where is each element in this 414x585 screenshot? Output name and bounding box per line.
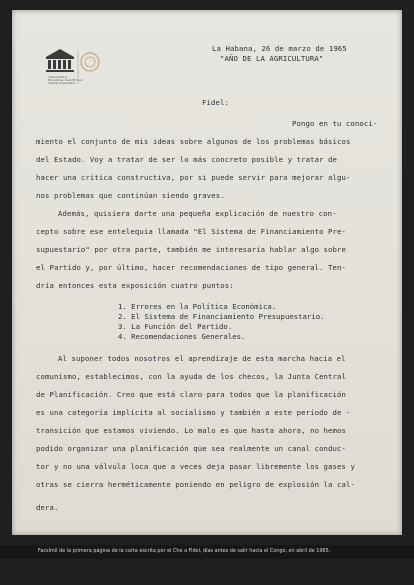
paragraph3-line: podido organizar una planificación que sea realmente un canal conduc- — [36, 444, 347, 453]
paragraph1-line: nos problemas que continúan siendo graves. — [36, 191, 225, 200]
paragraph3-line: de Planificación. Creo que está claro para todos que la planificación — [36, 390, 347, 399]
point-item: 1. Errores en la Política Económica. — [118, 302, 277, 311]
paragraph3-line: transición que estamos viviendo. Lo malo es que hasta ahora, no hemos — [36, 426, 347, 435]
logo-text-line-3: Cultural Organization — [48, 82, 76, 85]
paragraph1-line: Pongo en tu conoci- — [292, 119, 378, 128]
paragraph3-line: comunismo, establecimos, con la ayuda de los checos, la Junta Central — [36, 372, 347, 381]
image-caption: Facsímil de la primera página de la carta escrita por el Che a Fidel, días antes de salir hacia el Congo, en abril de 1965. — [38, 548, 331, 554]
paragraph3-line: es una categoría implícita al socialismo y también a este período de - — [36, 408, 351, 417]
point-item: 3. La Función del Partido. — [118, 322, 233, 331]
paragraph3-line: Al suponer todos nosotros el aprendizaje de esta marcha hacia el — [58, 354, 346, 363]
unesco-logo — [42, 46, 112, 90]
place-date: La Habana, 26 de marzo de 1965 — [212, 44, 347, 53]
point-item: 2. El Sistema de Financiamiento Presupuestario. — [118, 312, 325, 321]
logo-text-line-2: Educational, Scientific and — [48, 79, 83, 82]
paragraph2-line: dría entonces esta exposición cuatro puntos: — [36, 281, 234, 290]
point-item: 4. Recomendaciones Generales. — [118, 332, 246, 341]
logo-text-line-1: United Nations — [48, 76, 68, 79]
paragraph3-line: dera. — [36, 503, 59, 512]
paragraph2-line: el Partido y, por último, hacer recomendaciones de tipo general. Ten- — [36, 263, 347, 272]
paragraph2-line: Además, quisiera darte una pequeña explicación de nuestro con- — [58, 209, 337, 218]
year-motto: "AÑO DE LA AGRICULTURA" — [220, 54, 324, 63]
paragraph1-line: miento el conjunto de mis ideas sobre algunos de los problemas básicos — [36, 137, 351, 146]
paragraph1-line: hacer una crítica constructiva, por si puede servir para mejorar algu- — [36, 173, 351, 182]
paragraph1-line: del Estado. Voy a tratar de ser lo más concreto posible y tratar de — [36, 155, 338, 164]
letter-page — [12, 10, 402, 535]
paragraph2-line: cepto sobre ese entelequia llamada "El Sistema de Financiamiento Pre- — [36, 227, 347, 236]
paragraph3-line: otras se cierra herméticamente poniendo en peligro de explosión la cal- — [36, 480, 356, 489]
paragraph2-line: supuestario" por otra parte, también me interesaría hablar algo sobre — [36, 245, 347, 254]
salutation: Fidel: — [202, 98, 229, 107]
paragraph3-line: tor y no una válvula loca que a veces deja pasar libremente los gases y — [36, 462, 356, 471]
